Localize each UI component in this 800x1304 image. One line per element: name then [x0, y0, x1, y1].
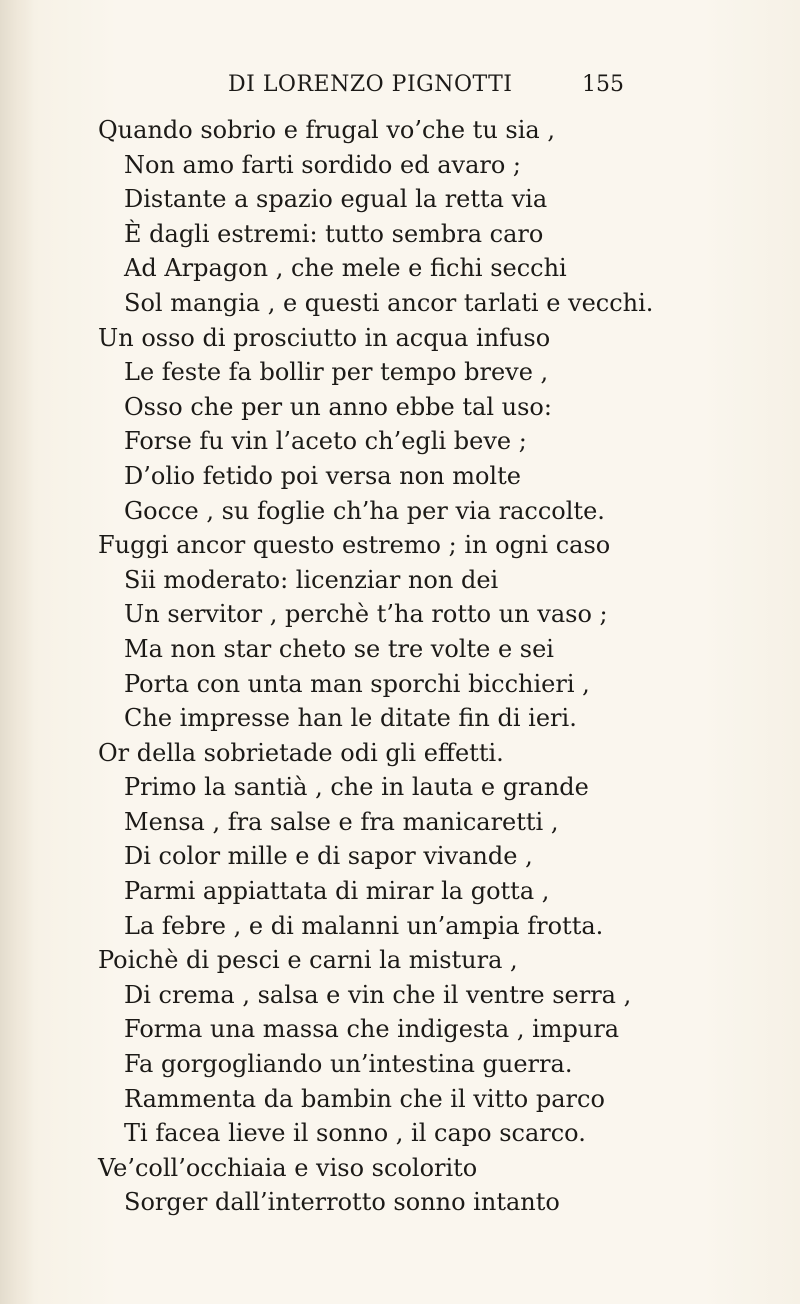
verse-line: Ma non star cheto se tre volte e sei — [124, 634, 554, 663]
verse-line: Fa gorgogliando un’intestina guerra. — [124, 1050, 573, 1079]
verse-line: Non amo farti sordido ed avaro ; — [124, 150, 522, 179]
verse-line: Forma una massa che indigesta , impura — [124, 1015, 620, 1044]
verse-line: Porta con unta man sporchi bicchieri , — [124, 669, 590, 698]
verse-line: La febre , e di malanni un’ampia frotta. — [124, 911, 604, 940]
verse-line: Che impresse han le ditate fin di ieri. — [124, 704, 577, 733]
verse-line: Fuggi ancor questo estremo ; in ogni caso — [98, 531, 611, 560]
verse-line: Di crema , salsa e vin che il ventre serra , — [124, 980, 632, 1009]
running-title: DI LORENZO PIGNOTTI — [228, 72, 513, 97]
page-number: 155 — [582, 72, 624, 97]
verse-line: Ad Arpagon , che mele e fichi secchi — [124, 254, 567, 283]
verse-line: Or della sobrietade odi gli effetti. — [98, 738, 504, 767]
verse-line: Di color mille e di sapor vivande , — [124, 842, 533, 871]
verse-line: Sorger dall’interrotto sonno intanto — [124, 1188, 560, 1217]
poem-text — [0, 113, 800, 1220]
verse-line: Gocce , su foglie ch’ha per via raccolte. — [124, 496, 605, 525]
verse-line: Quando sobrio e frugal vo’che tu sia , — [98, 116, 555, 144]
verse-line: Forse fu vin l’aceto ch’egli beve ; — [124, 427, 527, 456]
verse-line: Un osso di prosciutto in acqua infuso — [98, 323, 551, 352]
verse-line: Primo la santià , che in lauta e grande — [124, 773, 589, 802]
verse-line: Osso che per un anno ebbe tal uso: — [124, 392, 552, 421]
verse-line: Le feste fa bollir per tempo breve , — [124, 358, 549, 387]
verse-line: Parmi appiattata di mirar la gotta , — [124, 877, 550, 906]
page-header — [0, 72, 800, 104]
verse-line: Mensa , fra salse e fra manicaretti , — [124, 807, 559, 836]
verse-line: Ve’coll’occhiaia e viso scolorito — [98, 1153, 478, 1182]
verse-line: Sii moderato: licenziar non dei — [124, 565, 499, 594]
verse-line: È dagli estremi: tutto sembra caro — [124, 219, 544, 248]
verse-line: Ti facea lieve il sonno , il capo scarco. — [124, 1119, 586, 1148]
verse-line: D’olio fetido poi versa non molte — [124, 461, 521, 490]
verse-line: Un servitor , perchè t’ha rotto un vaso ; — [124, 600, 608, 629]
verse-line: Poichè di pesci e carni la mistura , — [98, 946, 518, 975]
verse-line: Sol mangia , e questi ancor tarlati e vecchi. — [124, 288, 654, 317]
verse-line: Rammenta da bambin che il vitto parco — [124, 1084, 605, 1113]
verse-line: Distante a spazio egual la retta via — [124, 185, 548, 214]
